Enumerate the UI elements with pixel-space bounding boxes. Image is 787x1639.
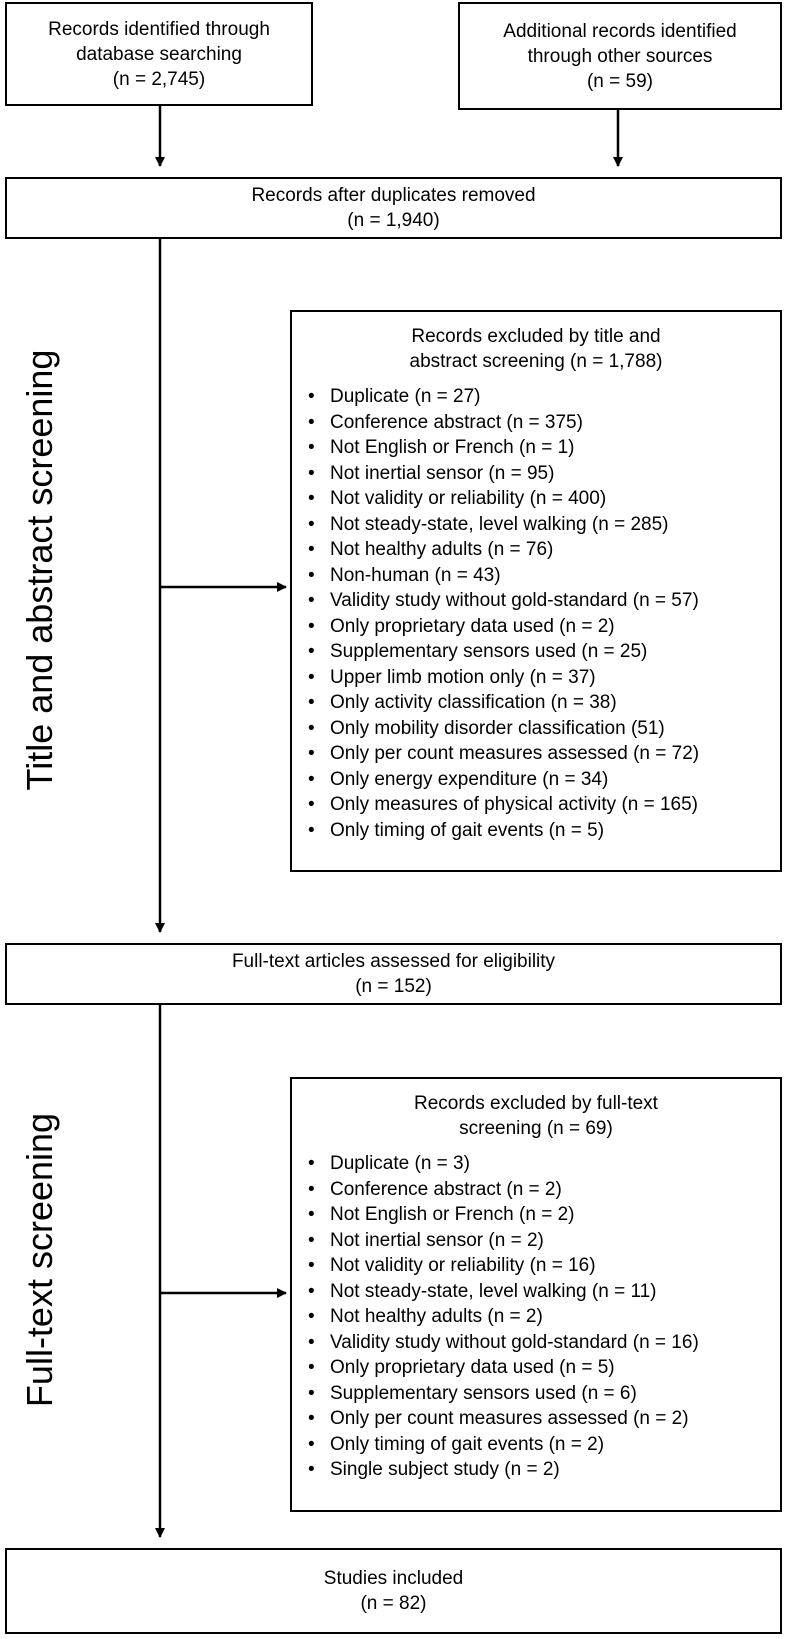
- exclusion-item: [300, 1330, 772, 1356]
- bullet-marker: •: [308, 615, 315, 637]
- bullet-marker: •: [308, 1280, 315, 1302]
- fulltext-exclusions-box: [290, 1077, 782, 1512]
- exclusion-item-label: Only per count measures assessed (n = 2): [330, 1408, 689, 1429]
- exclusion-item: [300, 690, 772, 716]
- bullet-marker: •: [308, 641, 315, 662]
- title-abstract-exclusions-box: [290, 310, 782, 872]
- exclusion-item-label: Validity study without gold-standard (n = 57): [330, 590, 699, 611]
- exclusion-item: [300, 563, 772, 589]
- exclusion-item-label: Not inertial sensor (n = 2): [330, 1229, 544, 1251]
- bullet-marker: •: [308, 1178, 315, 1200]
- bullet-marker: •: [308, 488, 315, 509]
- fulltext-exclusions-heading: [300, 1091, 772, 1141]
- exclusion-item-label: Supplementary sensors used (n = 25): [330, 641, 648, 662]
- bullet-marker: •: [308, 1459, 315, 1480]
- other-sources-line2: through other sources: [527, 45, 713, 67]
- exclusion-item: [300, 512, 772, 538]
- fulltext-exclusions-list: [300, 1151, 772, 1483]
- fulltext-assessed-box: [5, 943, 782, 1005]
- exclusion-item: [300, 639, 772, 665]
- bullet-marker: •: [308, 743, 315, 764]
- exclusion-item-label: Only proprietary data used (n = 5): [330, 1357, 615, 1378]
- bullet-marker: •: [308, 1331, 315, 1353]
- exclusion-item-label: Not healthy adults (n = 76): [330, 539, 554, 560]
- exclusion-item: [300, 1279, 772, 1305]
- bullet-marker: •: [308, 768, 315, 790]
- other-sources-line1: Additional records identified: [503, 20, 737, 42]
- bullet-marker: •: [308, 539, 315, 560]
- fulltext-assessed-count: (n = 152): [355, 976, 432, 997]
- exclusion-item: [300, 435, 772, 461]
- exclusion-item: [300, 588, 772, 614]
- bullet-marker: •: [308, 1433, 315, 1455]
- bullet-marker: •: [308, 411, 315, 433]
- deduplicated-records-count: (n = 1,940): [347, 210, 440, 231]
- bullet-marker: •: [308, 590, 315, 611]
- studies-included-line1: Studies included: [323, 1568, 464, 1589]
- bullet-marker: •: [308, 462, 315, 484]
- deduplicated-records-box: [5, 177, 782, 239]
- bullet-marker: •: [308, 819, 315, 841]
- exclusion-item: [300, 741, 772, 767]
- bullet-marker: •: [308, 437, 315, 458]
- bullet-marker: •: [308, 1408, 315, 1429]
- exclusion-item-label: Only per count measures assessed (n = 72): [330, 743, 700, 764]
- exclusion-item: [300, 818, 772, 844]
- stage-label-title-abstract: Title and abstract screening: [19, 349, 60, 791]
- exclusion-item-label: Not validity or reliability (n = 16): [330, 1255, 596, 1276]
- bullet-marker: •: [308, 1153, 315, 1174]
- exclusion-item: [300, 614, 772, 640]
- title-abstract-exclusions-list: [300, 384, 772, 843]
- bullet-marker: •: [308, 666, 315, 688]
- exclusion-item-label: Upper limb motion only (n = 37): [330, 666, 596, 688]
- exclusion-item-label: Conference abstract (n = 2): [330, 1178, 562, 1200]
- exclusion-item: [300, 1355, 772, 1381]
- exclusion-item: [300, 1457, 772, 1483]
- exclusion-item: [300, 410, 772, 436]
- title-abstract-exclusions-heading-line1: Records excluded by title and: [411, 326, 661, 347]
- exclusion-item-label: Only measures of physical activity (n = 165): [330, 794, 699, 815]
- exclusion-item: [300, 537, 772, 563]
- exclusion-item: [300, 1406, 772, 1432]
- exclusion-item-label: Not healthy adults (n = 2): [330, 1306, 543, 1327]
- exclusion-item-label: Non-human (n = 43): [330, 564, 501, 586]
- bullet-marker: •: [308, 1306, 315, 1327]
- exclusion-item-label: Not steady-state, level walking (n = 285): [330, 513, 669, 535]
- exclusion-item-label: Single subject study (n = 2): [330, 1459, 560, 1480]
- bullet-marker: •: [308, 794, 315, 815]
- exclusion-item: [300, 792, 772, 818]
- exclusion-item-label: Not inertial sensor (n = 95): [330, 462, 555, 484]
- bullet-marker: •: [308, 564, 315, 586]
- bullet-marker: •: [308, 1357, 315, 1378]
- bullet-marker: •: [308, 1204, 315, 1225]
- exclusion-item-label: Only energy expenditure (n = 34): [330, 768, 609, 790]
- title-abstract-exclusions-heading: [300, 324, 772, 374]
- other-sources-box: [458, 2, 782, 110]
- exclusion-item: [300, 1381, 772, 1407]
- exclusion-item: [300, 665, 772, 691]
- studies-included-box: [5, 1548, 782, 1634]
- database-records-count: (n = 2,745): [112, 68, 206, 90]
- bullet-marker: •: [308, 717, 315, 739]
- bullet-marker: •: [308, 1229, 315, 1251]
- exclusion-item-label: Supplementary sensors used (n = 6): [330, 1382, 637, 1404]
- exclusion-item: [300, 486, 772, 512]
- exclusion-item-label: Only timing of gait events (n = 2): [330, 1433, 605, 1455]
- exclusion-item: [300, 1177, 772, 1203]
- database-records-line2: database searching: [76, 43, 242, 65]
- bullet-marker: •: [308, 513, 315, 535]
- studies-included-count: (n = 82): [360, 1593, 427, 1614]
- fulltext-exclusions-heading-line1: Records excluded by full-text: [414, 1093, 658, 1114]
- bullet-marker: •: [308, 1382, 315, 1404]
- deduplicated-records-line1: Records after duplicates removed: [251, 185, 536, 206]
- exclusion-item: [300, 1253, 772, 1279]
- database-records-line1: Records identified through: [48, 18, 270, 40]
- exclusion-item: [300, 1432, 772, 1458]
- exclusion-item-label: Not English or French (n = 1): [330, 437, 575, 458]
- exclusion-item-label: Conference abstract (n = 375): [330, 411, 583, 433]
- exclusion-item: [300, 1304, 772, 1330]
- exclusion-item-label: Only activity classification (n = 38): [330, 692, 617, 713]
- exclusion-item: [300, 1228, 772, 1254]
- exclusion-item-label: Duplicate (n = 27): [330, 386, 481, 407]
- exclusion-item-label: Only proprietary data used (n = 2): [330, 615, 615, 637]
- stage-label-full-text: Full-text screening: [19, 1112, 60, 1408]
- bullet-marker: •: [308, 386, 315, 407]
- exclusion-item: [300, 461, 772, 487]
- exclusion-item: [300, 384, 772, 410]
- exclusion-item: [300, 767, 772, 793]
- exclusion-item: [300, 1151, 772, 1177]
- exclusion-item: [300, 716, 772, 742]
- exclusion-item-label: Validity study without gold-standard (n = 16): [330, 1331, 699, 1353]
- exclusion-item-label: Only timing of gait events (n = 5): [330, 819, 605, 841]
- exclusion-item-label: Not steady-state, level walking (n = 11): [330, 1280, 657, 1302]
- exclusion-item-label: Only mobility disorder classification (51): [330, 717, 665, 739]
- title-abstract-exclusions-heading-line2: abstract screening (n = 1,788): [409, 351, 663, 372]
- fulltext-exclusions-heading-line2: screening (n = 69): [459, 1118, 613, 1139]
- exclusion-item-label: Not validity or reliability (n = 400): [330, 488, 607, 509]
- bullet-marker: •: [308, 1255, 315, 1276]
- bullet-marker: •: [308, 692, 315, 713]
- database-records-box: [5, 2, 313, 106]
- other-sources-count: (n = 59): [586, 70, 653, 92]
- exclusion-item-label: Not English or French (n = 2): [330, 1204, 575, 1225]
- fulltext-assessed-line1: Full-text articles assessed for eligibility: [231, 951, 556, 972]
- exclusion-item: [300, 1202, 772, 1228]
- exclusion-item-label: Duplicate (n = 3): [330, 1153, 470, 1174]
